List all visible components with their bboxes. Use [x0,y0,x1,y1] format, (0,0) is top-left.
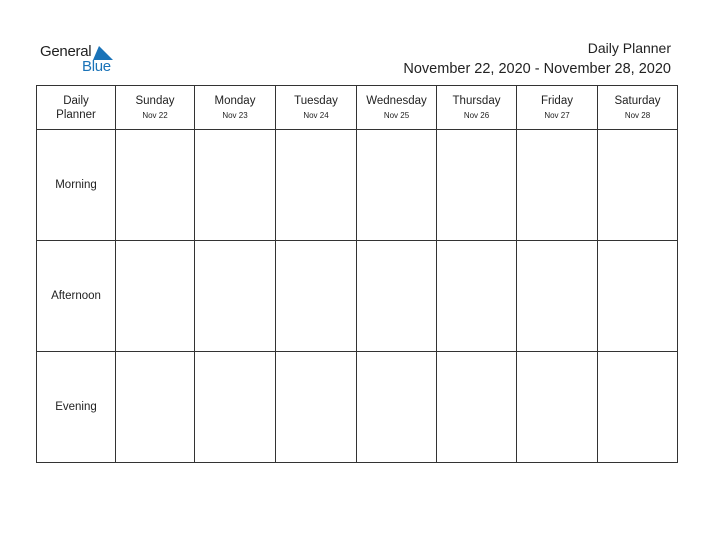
planner-cell[interactable] [357,130,437,241]
planner-cell[interactable] [437,130,517,241]
period-row-evening [37,352,678,463]
planner-cell[interactable] [598,352,678,463]
day-date: Nov 28 [624,110,651,120]
planner-cell[interactable] [357,241,437,352]
planner-cell[interactable] [116,352,195,463]
date-range: November 22, 2020 - November 28, 2020 [403,61,671,77]
header-row [37,86,678,130]
page-title: Daily Planner [587,40,671,56]
day-date: Nov 24 [303,110,329,120]
planner-cell[interactable] [116,130,195,241]
planner-cell[interactable] [517,352,598,463]
period-row-afternoon [37,241,678,352]
planner-cell[interactable] [195,130,276,241]
corner-label-line2: Planner [56,108,96,121]
day-name: Wednesday [366,94,427,107]
planner-cell[interactable] [276,352,357,463]
planner-cell[interactable] [276,130,357,241]
day-date: Nov 22 [142,110,168,120]
day-header-monday [195,86,276,130]
day-name: Sunday [135,94,175,107]
day-header-tuesday [276,86,357,130]
planner-cell[interactable] [195,352,276,463]
day-date: Nov 25 [383,110,410,120]
day-name: Saturday [614,94,661,107]
period-label: Evening [37,352,116,463]
day-name: Thursday [452,94,501,107]
planner-table [36,85,678,463]
day-header-friday [517,86,598,130]
day-header-sunday [116,86,195,130]
logo [40,43,120,75]
period-label: Morning [37,130,116,241]
planner-cell[interactable] [437,241,517,352]
planner-cell[interactable] [276,241,357,352]
day-header-saturday [598,86,678,130]
day-name: Friday [541,94,573,107]
planner-cell[interactable] [517,241,598,352]
day-date: Nov 23 [222,110,248,120]
planner-cell[interactable] [195,241,276,352]
planner-cell[interactable] [357,352,437,463]
planner-cell[interactable] [598,241,678,352]
period-label: Afternoon [37,241,116,352]
corner-label-line1: Daily [63,94,89,107]
day-name: Monday [214,94,256,107]
period-row-morning [37,130,678,241]
day-header-wednesday [357,86,437,130]
logo-word-blue: Blue [82,58,111,75]
planner-cell[interactable] [598,130,678,241]
planner-cell[interactable] [116,241,195,352]
day-name: Tuesday [294,94,338,107]
day-date: Nov 27 [544,110,570,120]
day-header-thursday [437,86,517,130]
planner-cell[interactable] [437,352,517,463]
planner-cell[interactable] [517,130,598,241]
logo-word-general: General [40,43,92,60]
corner-cell [37,86,116,130]
day-date: Nov 26 [463,110,490,120]
